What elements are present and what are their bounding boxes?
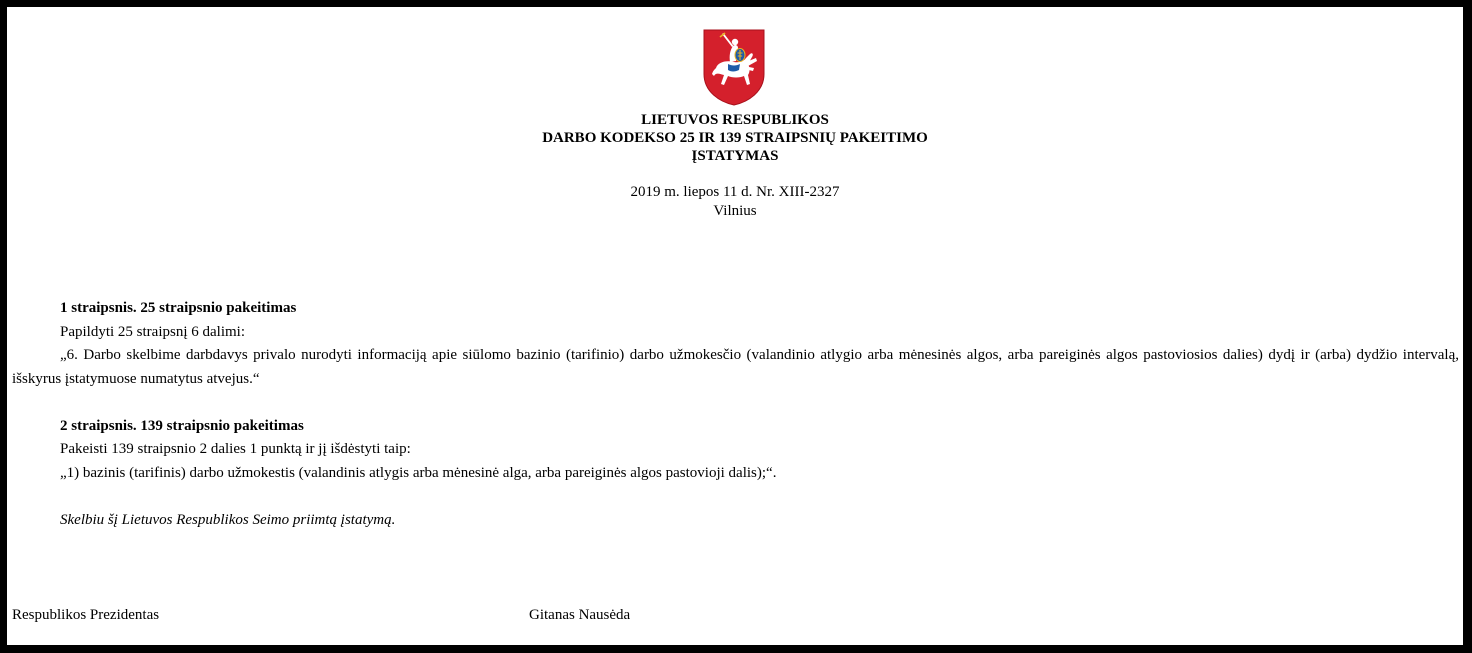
date-and-place	[7, 183, 1463, 221]
article-2-intro: Pakeisti 139 straipsnio 2 dalies 1 punktą ir jį išdėstyti taip:	[60, 441, 411, 457]
article-2-text: „1) bazinis (tarifinis) darbo užmokestis (valandinis atlygis arba mėnesinė alga, arba pareiginės algos pastovioji dalis);“.	[60, 464, 777, 481]
document-page	[7, 7, 1463, 645]
act-title	[7, 111, 1463, 165]
article-1-intro: Papildyti 25 straipsnį 6 dalimi:	[60, 323, 245, 340]
signatory-role: Respublikos Prezidentas	[12, 607, 160, 623]
signatory-name: Gitanas Nausėda	[529, 607, 631, 623]
coat-of-arms-icon	[702, 28, 766, 106]
title-line-2: DARBO KODEKSO 25 IR 139 STRAIPSNIŲ PAKEITIMO	[542, 130, 928, 146]
date-number: 2019 m. liepos 11 d. Nr. XIII-2327	[630, 184, 840, 200]
title-line-1: LIETUVOS RESPUBLIKOS	[641, 112, 829, 128]
article-1-heading: 1 straipsnis. 25 straipsnio pakeitimas	[60, 300, 297, 316]
act-body	[12, 297, 1459, 532]
article-2-heading: 2 straipsnis. 139 straipsnio pakeitimas	[60, 417, 304, 434]
proclamation: Skelbiu šį Lietuvos Respublikos Seimo priimtą įstatymą.	[60, 511, 396, 528]
place: Vilnius	[713, 203, 757, 219]
title-line-3: ĮSTATYMAS	[691, 148, 779, 164]
article-1-text: „6. Darbo skelbime darbdavys privalo nurodyti informaciją apie siūlomo bazinio (tarifinio) darbo užmokesčio (valandinio atlygio arba mėnesinės algos, arba pareiginės algos pastoviosios dalies) dydį ir (arba) dydžio intervalą, išskyrus įstatymuose numatytus atvejus.“	[12, 347, 1459, 387]
